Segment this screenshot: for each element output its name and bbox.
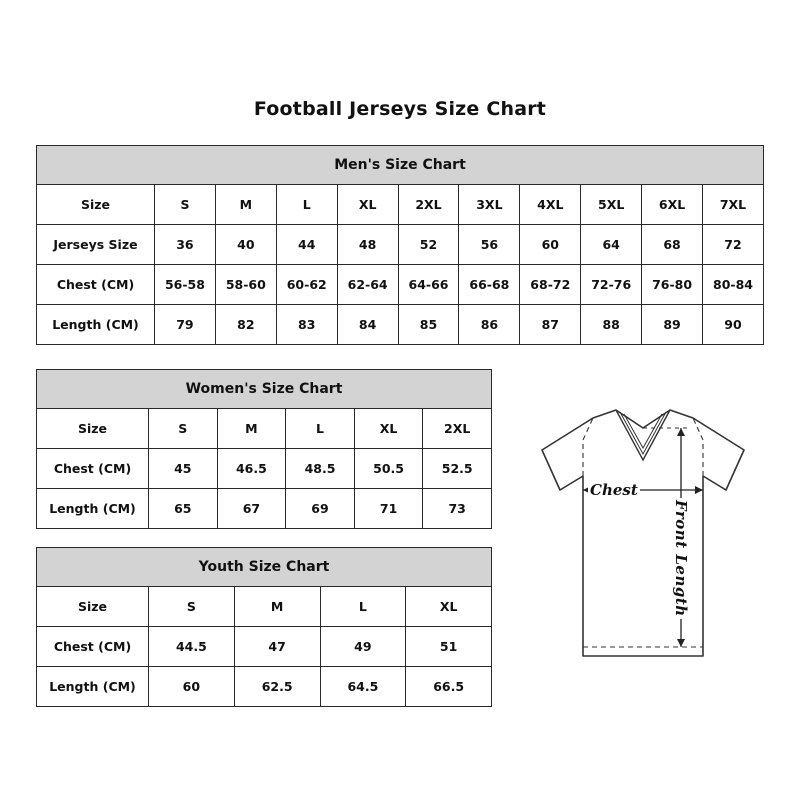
table-cell: 66-68 [459,265,520,305]
table-cell: 84 [337,305,398,345]
chest-arrow-right-icon [695,486,703,494]
row-label: Size [37,409,149,449]
table-cell: 88 [581,305,642,345]
table-cell: S [149,409,218,449]
table-cell: 36 [155,225,216,265]
row-label: Chest (CM) [37,627,149,667]
table-cell: XL [406,587,492,627]
table-cell: 64 [581,225,642,265]
length-arrow-bottom-icon [677,639,685,647]
row-label: Jerseys Size [37,225,155,265]
table-cell: XL [337,185,398,225]
table-cell: 89 [642,305,703,345]
table-row [37,627,492,667]
length-arrow-top-icon [677,428,685,436]
mens-table-caption: Men's Size Chart [36,145,764,184]
table-cell: 82 [215,305,276,345]
table-cell: L [276,185,337,225]
table-cell: 56 [459,225,520,265]
table-cell: 66.5 [406,667,492,707]
row-label: Size [37,587,149,627]
table-cell: 58-60 [215,265,276,305]
table-row [37,667,492,707]
table-cell: 44.5 [149,627,235,667]
table-cell: 73 [423,489,492,529]
table-cell: 71 [354,489,423,529]
table-cell: 83 [276,305,337,345]
table-cell: 87 [520,305,581,345]
jersey-body-path [542,410,744,656]
table-cell: 86 [459,305,520,345]
front-length-measure-label: Front Length [672,500,690,617]
table-cell: 45 [149,449,218,489]
table-cell: L [320,587,406,627]
row-label: Size [37,185,155,225]
table-cell: 85 [398,305,459,345]
table-cell: 2XL [398,185,459,225]
table-cell: 90 [703,305,764,345]
table-row [37,265,764,305]
row-label: Length (CM) [37,489,149,529]
table-cell: 79 [155,305,216,345]
table-cell: 3XL [459,185,520,225]
youth-table-caption: Youth Size Chart [36,547,492,586]
table-row [37,449,492,489]
table-cell: 56-58 [155,265,216,305]
table-cell: 62.5 [234,667,320,707]
youth-size-table [36,547,492,707]
womens-table-caption: Women's Size Chart [36,369,492,408]
mens-size-table [36,145,764,345]
table-cell: S [155,185,216,225]
table-cell: 48.5 [286,449,355,489]
table-row [37,305,764,345]
chest-measure-label: Chest [590,481,638,499]
table-cell: 80-84 [703,265,764,305]
table-row [37,225,764,265]
table-cell: 40 [215,225,276,265]
table-row [37,489,492,529]
table-cell: 65 [149,489,218,529]
table-cell: 47 [234,627,320,667]
womens-size-table [36,369,492,529]
table-cell: M [215,185,276,225]
table-cell: S [149,587,235,627]
table-cell: 4XL [520,185,581,225]
table-cell: 52 [398,225,459,265]
table-cell: 2XL [423,409,492,449]
table-cell: 7XL [703,185,764,225]
jersey-diagram [498,398,788,688]
table-cell: 68-72 [520,265,581,305]
row-label: Chest (CM) [37,265,155,305]
jersey-right-sleeve-seam [693,418,703,476]
table-cell: 50.5 [354,449,423,489]
table-cell: 60-62 [276,265,337,305]
table-cell: L [286,409,355,449]
table-row [37,409,492,449]
table-row [37,587,492,627]
table-cell: M [234,587,320,627]
table-cell: 49 [320,627,406,667]
table-cell: M [217,409,286,449]
table-row [37,185,764,225]
table-cell: 6XL [642,185,703,225]
row-label: Chest (CM) [37,449,149,489]
page-title: Football Jerseys Size Chart [253,98,547,120]
table-cell: 72-76 [581,265,642,305]
jersey-left-sleeve-seam [583,418,593,476]
table-cell: 44 [276,225,337,265]
jersey-vneck-path [616,410,670,460]
table-cell: 48 [337,225,398,265]
table-cell: 72 [703,225,764,265]
table-cell: 60 [149,667,235,707]
table-cell: 64-66 [398,265,459,305]
table-cell: 60 [520,225,581,265]
row-label: Length (CM) [37,305,155,345]
table-cell: 76-80 [642,265,703,305]
table-cell: 62-64 [337,265,398,305]
jersey-outline-icon [498,398,788,688]
table-cell: 51 [406,627,492,667]
table-cell: 5XL [581,185,642,225]
table-cell: 67 [217,489,286,529]
row-label: Length (CM) [37,667,149,707]
table-cell: 46.5 [217,449,286,489]
table-cell: 64.5 [320,667,406,707]
table-cell: 52.5 [423,449,492,489]
table-cell: 69 [286,489,355,529]
table-cell: 68 [642,225,703,265]
table-cell: XL [354,409,423,449]
